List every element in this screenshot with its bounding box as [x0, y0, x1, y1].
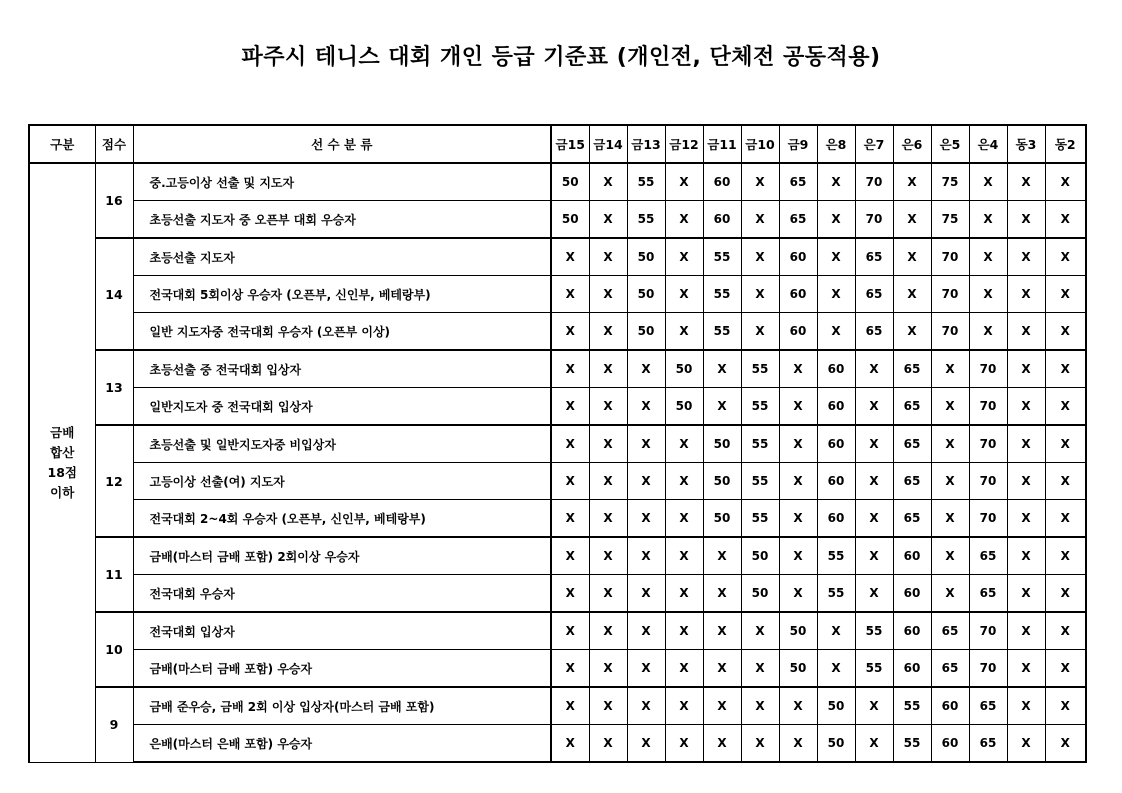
grade-value-cell: X — [741, 163, 779, 201]
grade-value-cell: X — [1045, 650, 1086, 688]
grade-value-cell: 70 — [855, 201, 893, 239]
category-line: 18점 — [47, 464, 77, 480]
grade-value-cell: X — [779, 388, 817, 426]
grade-value-cell: 55 — [703, 238, 741, 276]
table-row — [29, 313, 1086, 351]
grade-value-cell: 70 — [969, 612, 1007, 650]
grade-value-cell: X — [1007, 238, 1045, 276]
grade-value-cell: 65 — [969, 575, 1007, 613]
grade-value-cell: X — [1045, 388, 1086, 426]
grade-value-cell: X — [1045, 350, 1086, 388]
grade-value-cell: X — [627, 425, 665, 463]
header-player-class: 선 수 분 류 — [133, 125, 551, 163]
header-row — [29, 125, 1086, 163]
grade-value-cell: X — [817, 313, 855, 351]
grade-value-cell: X — [665, 463, 703, 500]
grade-value-cell: X — [931, 350, 969, 388]
grade-value-cell: X — [893, 238, 931, 276]
grade-value-cell: 65 — [855, 238, 893, 276]
grade-value-cell: X — [779, 725, 817, 763]
grade-value-cell: X — [893, 313, 931, 351]
grade-table — [28, 124, 1087, 763]
grade-value-cell: X — [589, 687, 627, 725]
score-cell: 11 — [95, 537, 133, 612]
grade-value-cell: X — [779, 575, 817, 613]
grade-value-cell: 70 — [855, 163, 893, 201]
grade-value-cell: X — [665, 612, 703, 650]
grade-value-cell: X — [551, 500, 589, 538]
grade-value-cell: X — [627, 575, 665, 613]
header-grade: 금13 — [627, 125, 665, 163]
grade-value-cell: X — [1045, 612, 1086, 650]
table-row — [29, 388, 1086, 426]
grade-value-cell: X — [741, 313, 779, 351]
table-row — [29, 463, 1086, 500]
grade-value-cell: 65 — [855, 313, 893, 351]
grade-value-cell: X — [551, 612, 589, 650]
grade-value-cell: 70 — [969, 350, 1007, 388]
grade-value-cell: X — [1007, 201, 1045, 239]
player-class-cell: 초등선출 중 전국대회 입상자 — [133, 350, 551, 388]
grade-value-cell: X — [703, 687, 741, 725]
grade-value-cell: 55 — [741, 350, 779, 388]
grade-value-cell: 50 — [703, 463, 741, 500]
grade-value-cell: X — [741, 238, 779, 276]
grade-value-cell: X — [551, 313, 589, 351]
grade-value-cell: X — [627, 612, 665, 650]
grade-value-cell: X — [665, 500, 703, 538]
grade-value-cell: 60 — [817, 463, 855, 500]
grade-value-cell: 55 — [817, 575, 855, 613]
player-class-cell: 일반지도자 중 전국대회 입상자 — [133, 388, 551, 426]
grade-value-cell: 55 — [703, 313, 741, 351]
grade-value-cell: X — [1007, 350, 1045, 388]
category-line: 이하 — [50, 484, 75, 500]
grade-value-cell: 50 — [703, 425, 741, 463]
grade-value-cell: X — [1045, 238, 1086, 276]
grade-value-cell: X — [779, 425, 817, 463]
grade-value-cell: X — [931, 425, 969, 463]
grade-value-cell: X — [779, 500, 817, 538]
table-row — [29, 687, 1086, 725]
player-class-cell: 금배(마스터 금배 포함) 우승자 — [133, 650, 551, 688]
grade-value-cell: X — [703, 725, 741, 763]
grade-value-cell: 70 — [969, 500, 1007, 538]
grade-value-cell: X — [551, 537, 589, 575]
category-line: 합산 — [50, 444, 75, 460]
grade-value-cell: X — [551, 350, 589, 388]
grade-value-cell: 60 — [817, 350, 855, 388]
grade-value-cell: X — [589, 163, 627, 201]
grade-value-cell: 70 — [969, 463, 1007, 500]
grade-value-cell: X — [779, 350, 817, 388]
grade-value-cell: 60 — [893, 537, 931, 575]
grade-value-cell: 50 — [551, 201, 589, 239]
grade-value-cell: X — [817, 612, 855, 650]
grade-value-cell: X — [1007, 650, 1045, 688]
grade-value-cell: 60 — [817, 425, 855, 463]
grade-value-cell: 55 — [893, 725, 931, 763]
grade-value-cell: 65 — [893, 500, 931, 538]
grade-value-cell: 55 — [703, 276, 741, 313]
grade-value-cell: 50 — [627, 238, 665, 276]
grade-value-cell: X — [931, 388, 969, 426]
grade-value-cell: 65 — [969, 537, 1007, 575]
table-row — [29, 725, 1086, 763]
header-grade: 동3 — [1007, 125, 1045, 163]
grade-value-cell: X — [703, 537, 741, 575]
category-line: 금배 — [50, 424, 75, 440]
grade-value-cell: X — [627, 725, 665, 763]
grade-value-cell: X — [665, 238, 703, 276]
grade-value-cell: X — [1007, 612, 1045, 650]
grade-value-cell: X — [589, 388, 627, 426]
grade-value-cell: 65 — [779, 201, 817, 239]
score-cell: 16 — [95, 163, 133, 238]
player-class-cell: 중.고등이상 선출 및 지도자 — [133, 163, 551, 201]
grade-value-cell: 60 — [703, 201, 741, 239]
header-grade: 금15 — [551, 125, 589, 163]
grade-value-cell: X — [817, 238, 855, 276]
grade-value-cell: X — [1007, 388, 1045, 426]
grade-value-cell: X — [703, 575, 741, 613]
grade-value-cell: X — [969, 201, 1007, 239]
grade-value-cell: 65 — [931, 650, 969, 688]
grade-value-cell: X — [551, 725, 589, 763]
grade-value-cell: X — [627, 388, 665, 426]
player-class-cell: 초등선출 및 일반지도자중 비입상자 — [133, 425, 551, 463]
grade-value-cell: 75 — [931, 163, 969, 201]
grade-value-cell: X — [1007, 500, 1045, 538]
grade-value-cell: 55 — [741, 500, 779, 538]
header-grade: 은5 — [931, 125, 969, 163]
grade-value-cell: 65 — [855, 276, 893, 313]
grade-value-cell: 60 — [779, 313, 817, 351]
grade-value-cell: X — [779, 687, 817, 725]
grade-value-cell: 55 — [855, 612, 893, 650]
grade-value-cell: X — [589, 425, 627, 463]
grade-value-cell: X — [1045, 425, 1086, 463]
grade-value-cell: X — [855, 463, 893, 500]
grade-value-cell: 55 — [741, 463, 779, 500]
grade-value-cell: X — [589, 201, 627, 239]
grade-value-cell: 55 — [627, 201, 665, 239]
grade-value-cell: X — [1045, 313, 1086, 351]
grade-value-cell: X — [665, 425, 703, 463]
grade-value-cell: X — [1007, 537, 1045, 575]
table-row — [29, 201, 1086, 239]
header-grade: 금14 — [589, 125, 627, 163]
grade-value-cell: 65 — [893, 463, 931, 500]
grade-value-cell: X — [931, 537, 969, 575]
score-cell: 10 — [95, 612, 133, 687]
grade-value-cell: X — [627, 500, 665, 538]
player-class-cell: 일반 지도자중 전국대회 우승자 (오픈부 이상) — [133, 313, 551, 351]
grade-value-cell: 70 — [931, 238, 969, 276]
grade-value-cell: 75 — [931, 201, 969, 239]
grade-value-cell: X — [589, 500, 627, 538]
grade-value-cell: X — [855, 687, 893, 725]
grade-value-cell: X — [779, 463, 817, 500]
grade-value-cell: 55 — [627, 163, 665, 201]
table-row — [29, 276, 1086, 313]
header-grade: 은6 — [893, 125, 931, 163]
grade-value-cell: X — [665, 687, 703, 725]
grade-value-cell: 50 — [703, 500, 741, 538]
grade-value-cell: 50 — [551, 163, 589, 201]
grade-value-cell: X — [931, 463, 969, 500]
grade-value-cell: X — [551, 575, 589, 613]
player-class-cell: 전국대회 우승자 — [133, 575, 551, 613]
grade-value-cell: X — [1007, 313, 1045, 351]
header-grade: 은8 — [817, 125, 855, 163]
grade-value-cell: 70 — [969, 650, 1007, 688]
grade-value-cell: X — [551, 388, 589, 426]
page-title: 파주시 테니스 대회 개인 등급 기준표 (개인전, 단체전 공동적용) — [241, 45, 881, 70]
grade-value-cell: X — [1045, 276, 1086, 313]
grade-value-cell: X — [551, 687, 589, 725]
header-grade: 은4 — [969, 125, 1007, 163]
grade-value-cell: X — [665, 276, 703, 313]
grade-value-cell: 70 — [931, 276, 969, 313]
grade-value-cell: 65 — [893, 388, 931, 426]
grade-value-cell: X — [893, 163, 931, 201]
grade-value-cell: 65 — [779, 163, 817, 201]
table-row — [29, 238, 1086, 276]
table-row — [29, 612, 1086, 650]
grade-value-cell: 55 — [893, 687, 931, 725]
grade-value-cell: 50 — [665, 388, 703, 426]
grade-value-cell: 65 — [969, 725, 1007, 763]
grade-value-cell: X — [741, 612, 779, 650]
score-cell: 12 — [95, 425, 133, 537]
grade-value-cell: X — [703, 350, 741, 388]
grade-value-cell: 60 — [703, 163, 741, 201]
grade-value-cell: X — [589, 575, 627, 613]
grade-value-cell: 50 — [779, 612, 817, 650]
grade-value-cell: X — [855, 388, 893, 426]
grade-value-cell: X — [1045, 163, 1086, 201]
grade-value-cell: 65 — [893, 425, 931, 463]
table-row — [29, 425, 1086, 463]
grade-value-cell: X — [969, 313, 1007, 351]
grade-value-cell: X — [1045, 201, 1086, 239]
grade-value-cell: X — [589, 238, 627, 276]
grade-value-cell: X — [817, 163, 855, 201]
grade-value-cell: X — [665, 313, 703, 351]
grade-value-cell: X — [855, 425, 893, 463]
grade-value-cell: X — [665, 163, 703, 201]
grade-value-cell: X — [703, 388, 741, 426]
grade-value-cell: X — [589, 612, 627, 650]
grade-value-cell: 70 — [969, 425, 1007, 463]
grade-value-cell: 50 — [741, 537, 779, 575]
grade-value-cell: X — [1045, 687, 1086, 725]
header-grade: 동2 — [1045, 125, 1086, 163]
grade-value-cell: X — [1007, 575, 1045, 613]
grade-value-cell: 60 — [817, 388, 855, 426]
grade-value-cell: 70 — [931, 313, 969, 351]
grade-value-cell: X — [589, 276, 627, 313]
player-class-cell: 은배(마스터 은배 포함) 우승자 — [133, 725, 551, 763]
grade-value-cell: 50 — [627, 276, 665, 313]
grade-value-cell: X — [779, 537, 817, 575]
grade-value-cell: 60 — [779, 276, 817, 313]
grade-value-cell: X — [855, 537, 893, 575]
grade-value-cell: 50 — [779, 650, 817, 688]
grade-value-cell: X — [665, 725, 703, 763]
grade-value-cell: X — [1045, 575, 1086, 613]
grade-value-cell: X — [893, 201, 931, 239]
grade-value-cell: X — [665, 537, 703, 575]
grade-value-cell: X — [551, 425, 589, 463]
grade-value-cell: 50 — [817, 725, 855, 763]
grade-value-cell: X — [551, 238, 589, 276]
grade-value-cell: 60 — [779, 238, 817, 276]
player-class-cell: 전국대회 입상자 — [133, 612, 551, 650]
grade-value-cell: X — [665, 201, 703, 239]
grade-value-cell: X — [741, 725, 779, 763]
grade-value-cell: X — [703, 612, 741, 650]
grade-value-cell: 55 — [741, 388, 779, 426]
table-row — [29, 163, 1086, 201]
grade-value-cell: X — [1045, 500, 1086, 538]
grade-value-cell: 55 — [817, 537, 855, 575]
grade-value-cell: 50 — [817, 687, 855, 725]
grade-value-cell: X — [589, 350, 627, 388]
grade-value-cell: X — [741, 687, 779, 725]
grade-value-cell: 60 — [893, 650, 931, 688]
grade-value-cell: X — [627, 350, 665, 388]
grade-value-cell: X — [665, 575, 703, 613]
table-row — [29, 537, 1086, 575]
grade-value-cell: X — [1045, 537, 1086, 575]
grade-value-cell: X — [969, 276, 1007, 313]
grade-value-cell: X — [893, 276, 931, 313]
grade-value-cell: X — [627, 687, 665, 725]
grade-value-cell: 60 — [893, 575, 931, 613]
player-class-cell: 전국대회 5회이상 우승자 (오픈부, 신인부, 베테랑부) — [133, 276, 551, 313]
grade-value-cell: X — [855, 500, 893, 538]
player-class-cell: 초등선출 지도자 — [133, 238, 551, 276]
grade-value-cell: X — [931, 575, 969, 613]
grade-value-cell: X — [665, 650, 703, 688]
grade-value-cell: 50 — [627, 313, 665, 351]
grade-value-cell: X — [1007, 463, 1045, 500]
grade-value-cell: X — [741, 650, 779, 688]
grade-value-cell: X — [969, 238, 1007, 276]
score-cell: 14 — [95, 238, 133, 350]
grade-value-cell: 55 — [741, 425, 779, 463]
grade-value-cell: 60 — [931, 725, 969, 763]
score-cell: 9 — [95, 687, 133, 762]
grade-value-cell: X — [1045, 725, 1086, 763]
grade-value-cell: 50 — [741, 575, 779, 613]
grade-value-cell: X — [627, 650, 665, 688]
grade-value-cell: X — [627, 537, 665, 575]
grade-value-cell: X — [589, 537, 627, 575]
grade-value-cell: X — [1007, 163, 1045, 201]
grade-value-cell: 65 — [931, 612, 969, 650]
grade-value-cell: X — [551, 463, 589, 500]
grade-value-cell: X — [855, 350, 893, 388]
grade-value-cell: X — [589, 463, 627, 500]
grade-value-cell: X — [817, 650, 855, 688]
grade-value-cell: 60 — [931, 687, 969, 725]
grade-value-cell: X — [817, 201, 855, 239]
header-score: 점수 — [95, 125, 133, 163]
player-class-cell: 초등선출 지도자 중 오픈부 대회 우승자 — [133, 201, 551, 239]
header-grade: 은7 — [855, 125, 893, 163]
grade-value-cell: 60 — [893, 612, 931, 650]
grade-value-cell: X — [627, 463, 665, 500]
player-class-cell: 금배(마스터 금배 포함) 2회이상 우승자 — [133, 537, 551, 575]
grade-value-cell: 50 — [665, 350, 703, 388]
grade-value-cell: X — [969, 163, 1007, 201]
grade-value-cell: X — [703, 650, 741, 688]
grade-value-cell: X — [589, 650, 627, 688]
header-grade: 금11 — [703, 125, 741, 163]
category-cell — [29, 163, 95, 762]
grade-value-cell: X — [1007, 725, 1045, 763]
grade-value-cell: X — [589, 725, 627, 763]
grade-value-cell: X — [589, 313, 627, 351]
grade-value-cell: X — [741, 201, 779, 239]
header-grade: 금9 — [779, 125, 817, 163]
header-grade: 금12 — [665, 125, 703, 163]
player-class-cell: 고등이상 선출(여) 지도자 — [133, 463, 551, 500]
grade-value-cell: X — [551, 276, 589, 313]
grade-value-cell: X — [741, 276, 779, 313]
grade-value-cell: X — [1007, 425, 1045, 463]
score-cell: 13 — [95, 350, 133, 425]
table-row — [29, 350, 1086, 388]
grade-value-cell: X — [1045, 463, 1086, 500]
header-grade: 금10 — [741, 125, 779, 163]
grade-value-cell: 55 — [855, 650, 893, 688]
table-row — [29, 500, 1086, 538]
table-row — [29, 650, 1086, 688]
grade-value-cell: X — [1007, 687, 1045, 725]
grade-value-cell: 65 — [969, 687, 1007, 725]
table-body — [29, 163, 1086, 762]
grade-value-cell: X — [551, 650, 589, 688]
grade-value-cell: 60 — [817, 500, 855, 538]
player-class-cell: 전국대회 2~4회 우승자 (오픈부, 신인부, 베테랑부) — [133, 500, 551, 538]
grade-value-cell: X — [1007, 276, 1045, 313]
grade-value-cell: X — [855, 725, 893, 763]
grade-value-cell: X — [855, 575, 893, 613]
grade-value-cell: X — [817, 276, 855, 313]
header-category: 구분 — [29, 125, 95, 163]
grade-value-cell: X — [931, 500, 969, 538]
table-row — [29, 575, 1086, 613]
grade-value-cell: 70 — [969, 388, 1007, 426]
player-class-cell: 금배 준우승, 금배 2회 이상 입상자(마스터 금배 포함) — [133, 687, 551, 725]
grade-value-cell: 65 — [893, 350, 931, 388]
